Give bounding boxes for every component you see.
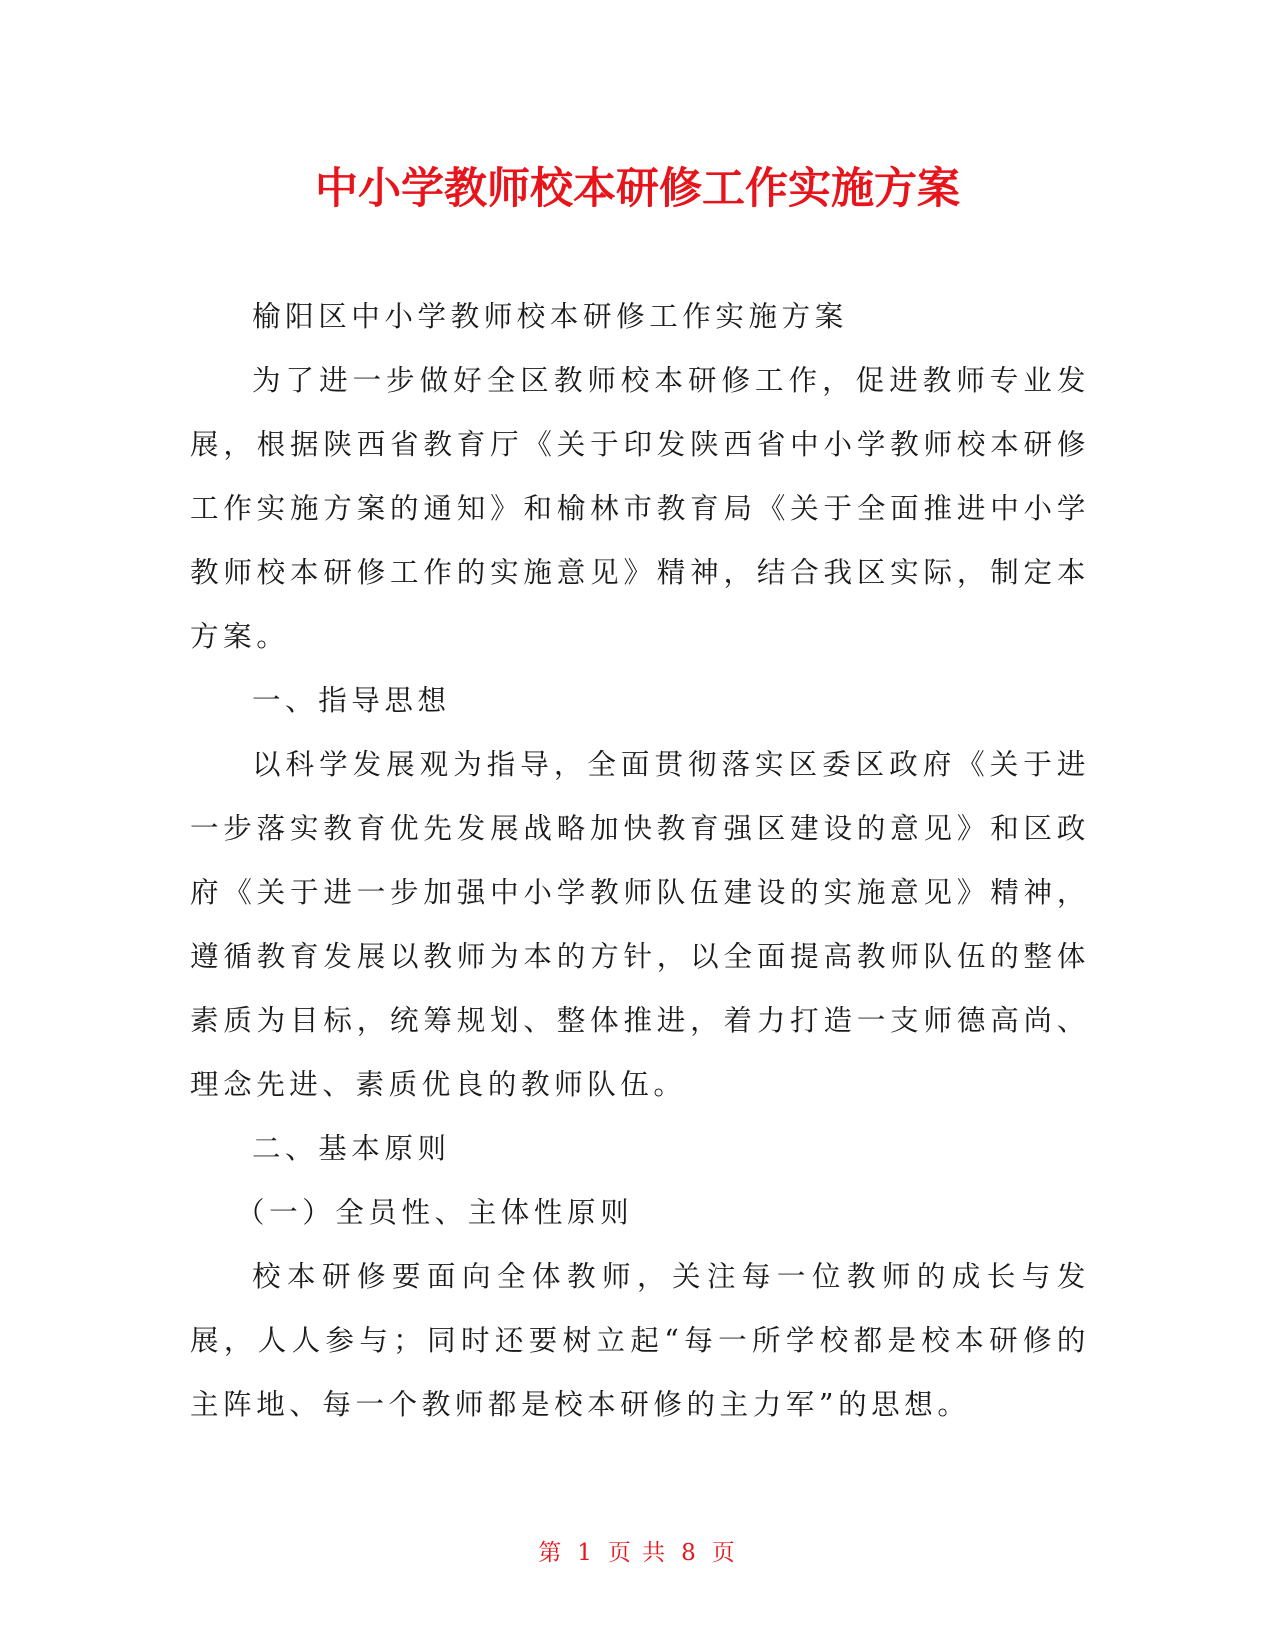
- paragraph-principle-1: 校本研修要面向全体教师，关注每一位教师的成长与发展，人人参与；同时还要树立起“每一所学校都是校本研修的主阵地、每一个教师都是校本研修的主力军”的思想。: [190, 1260, 1090, 1421]
- paragraph-subtitle: 榆阳区中小学教师校本研修工作实施方案: [252, 300, 848, 333]
- footer-prefix: 第: [538, 1540, 564, 1566]
- document-body: [190, 285, 1090, 1437]
- subsection-heading-principle-1: （一）全员性、主体性原则: [236, 1196, 634, 1229]
- document-title: 中小学教师校本研修工作实施方案: [315, 164, 960, 214]
- footer-page-number: 1: [577, 1540, 594, 1566]
- footer-suffix: 页: [711, 1540, 737, 1566]
- footer-middle: 页 共: [607, 1540, 668, 1566]
- section-heading-guiding-ideology: 一、指导思想: [252, 684, 451, 717]
- page-footer: [0, 1534, 1275, 1567]
- footer-total-pages: 8: [681, 1540, 698, 1566]
- paragraph-intro: 为了进一步做好全区教师校本研修工作，促进教师专业发展，根据陕西省教育厅《关于印发陕西省中小学教师校本研修工作实施方案的通知》和榆林市教育局《关于全面推进中小学教师校本研修工作的实施意见》精神，结合我区实际，制定本方案。: [190, 364, 1090, 653]
- paragraph-guiding-ideology: 以科学发展观为指导，全面贯彻落实区委区政府《关于进一步落实教育优先发展战略加快教育强区建设的意见》和区政府《关于进一步加强中小学教师队伍建设的实施意见》精神，遵循教育发展以教师为本的方针，以全面提高教师队伍的整体素质为目标，统筹规划、整体推进，着力打造一支师德高尚、理念先进、素质优良的教师队伍。: [190, 748, 1090, 1101]
- section-heading-basic-principles: 二、基本原则: [252, 1132, 451, 1165]
